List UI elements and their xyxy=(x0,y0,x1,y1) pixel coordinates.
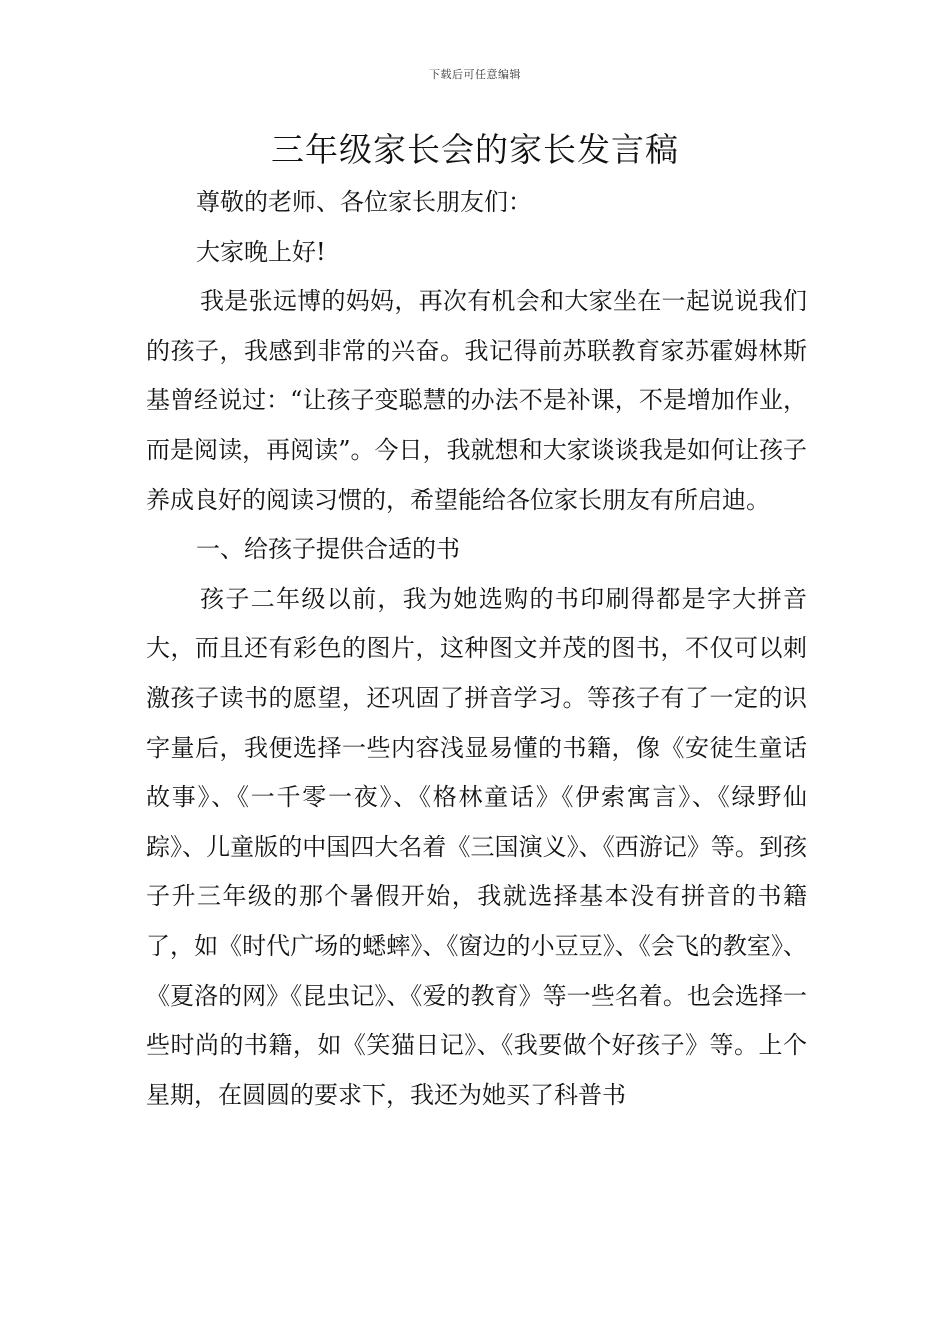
book-selection-paragraph: 孩子二年级以前，我为她选购的书印刷得都是字大拼音大，而且还有彩色的图片，这种图文并茂的图书，不仅可以刺激孩子读书的愿望，还巩固了拼音学习。等孩子有了一定的识字量后，我便选择一些内容浅显易懂的书籍，像《安徒生童话故事》、《一千零一夜》、《格林童话》《伊索寓言》、《绿野仙踪》、儿童版的中国四大名着《三国演义》、《西游记》等。到孩子升三年级的那个暑假开始，我就选择基本没有拼音的书籍了，如《时代广场的蟋蟀》、《窗边的小豆豆》、《会飞的教室》、《夏洛的网》《昆虫记》、《爱的教育》等一些名着。也会选择一些时尚的书籍，如《笑猫日记》、《我要做个好孩子》等。上个星期，在圆圆的要求下，我还为她买了科普书 xyxy=(146,584,807,1109)
page-header-note: 下载后可任意编辑 xyxy=(429,68,521,81)
section-heading: 一、给孩子提供合适的书 xyxy=(196,535,460,564)
intro-paragraph: 我是张远博的妈妈，再次有机会和大家坐在一起说说我们的孩子，我感到非常的兴奋。我记得前苏联教育家苏霍姆林斯基曾经说过：“让孩子变聪慧的办法不是补课，不是增加作业，而是阅读，再阅读”。今日，我就想和大家谈谈我是如何让孩子养成良好的阅读习惯的，希望能给各位家长朋友有所启迪。 xyxy=(146,287,807,514)
salutation-line: 尊敬的老师、各位家长朋友们： xyxy=(196,188,532,216)
document-title: 三年级家长会的家长发言稿 xyxy=(271,130,679,169)
document-body xyxy=(146,178,807,1120)
greeting-line: 大家晚上好! xyxy=(196,237,326,266)
